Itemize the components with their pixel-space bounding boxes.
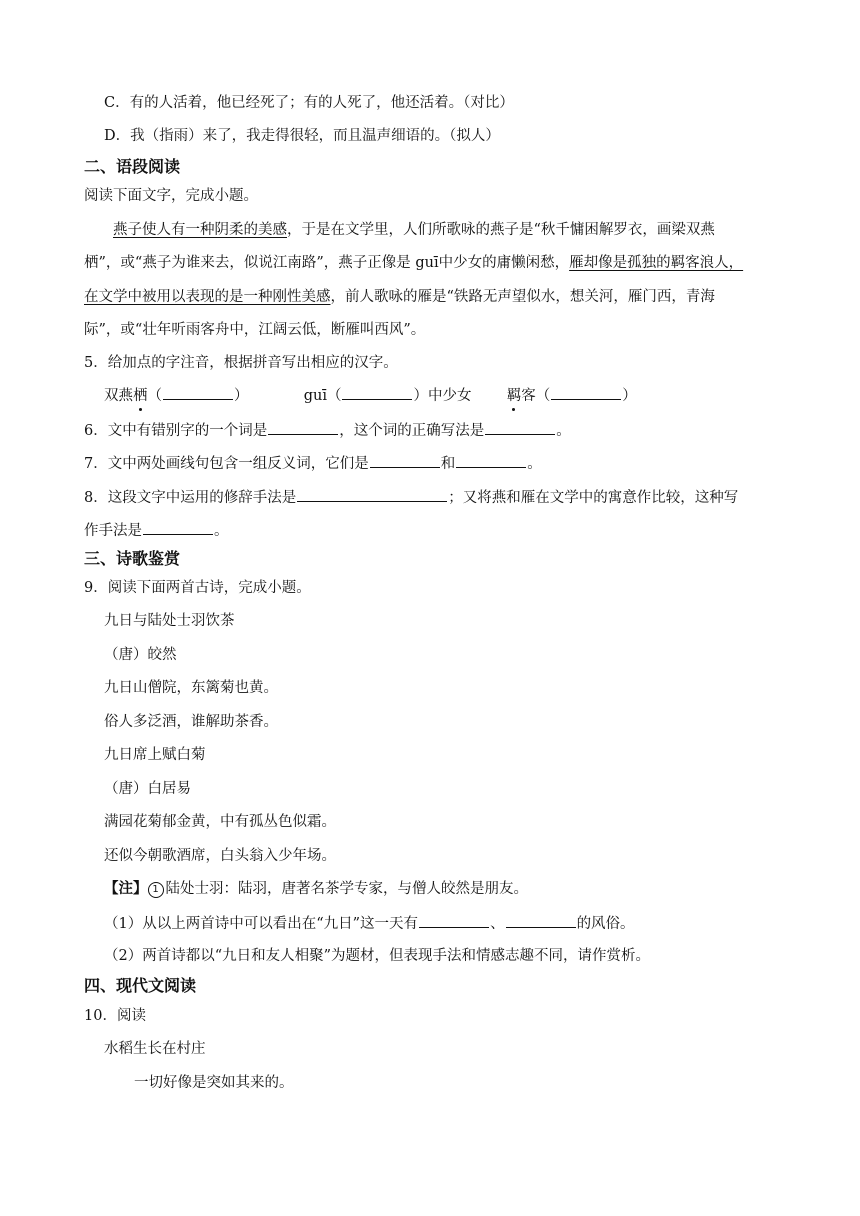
answer-blank[interactable] (551, 385, 621, 400)
note-text: 陆处士羽：陆羽，唐著名茶学专家，与僧人皎然是朋友。 (165, 881, 528, 897)
q5-text: ） (622, 388, 637, 404)
q7-text: 。 (527, 456, 542, 472)
passage-line-3 (84, 287, 784, 307)
answer-blank[interactable] (297, 487, 447, 502)
q7-text: 和 (440, 456, 456, 472)
answer-blank[interactable] (485, 420, 555, 435)
note-label: 【注】 (104, 880, 148, 897)
passage-line-4: 际”，或“壮年听雨客舟中，江阔云低，断雁叫西风”。 (84, 322, 426, 338)
option-c: C．有的人活着，他已经死了；有的人死了，他还活着。（对比） (104, 95, 514, 111)
underlined-sentence-1: 燕子使人有一种阴柔的美感 (113, 222, 287, 238)
option-d: D．我（指雨）来了，我走得很轻，而且温声细语的。（拟人） (104, 128, 500, 144)
sub1-text: （1）从以上两首诗中可以看出在“九日”这一天有 (104, 916, 419, 932)
sub1-text: 的风俗。 (576, 916, 635, 932)
answer-blank[interactable] (456, 453, 526, 468)
q6-text: 6．文中有错别字的一个词是 (84, 423, 268, 439)
answer-blank[interactable] (419, 913, 489, 928)
question-8 (84, 487, 784, 508)
sub-question-1 (104, 913, 804, 934)
question-5: 5．给加点的字注音，根据拼音写出相应的汉字。 (84, 355, 398, 371)
poem-note (104, 879, 804, 899)
q5-text: 客（ (521, 388, 551, 404)
q5-text: ）中少女 (413, 388, 472, 404)
q7-text: 7．文中两处画线句包含一组反义词，它们是 (84, 456, 369, 472)
q8-text: ；又将燕和雁在文学中的寓意作比较，这种写 (448, 490, 739, 506)
q8-text: 。 (214, 523, 229, 539)
poem2-line-2: 还似今朝歌酒席，白头翁入少年场。 (104, 848, 336, 864)
section-heading-4: 四、现代文阅读 (84, 976, 197, 995)
article-title: 水稻生长在村庄 (104, 1041, 206, 1057)
article-first-line: 一切好像是突如其来的。 (134, 1075, 294, 1091)
question-7 (84, 453, 784, 474)
poem2-author: （唐）白居易 (104, 781, 191, 797)
answer-blank[interactable] (506, 913, 576, 928)
sub-question-2: （2）两首诗都以“九日和友人相聚”为题材，但表现手法和情感志趣不同，请作赏析。 (104, 948, 651, 964)
section-heading-3: 三、诗歌鉴赏 (84, 549, 181, 568)
passage-text: ，前人歌咏的雁是“铁路无声望似水，想关河，雁门西，青海 (330, 289, 715, 305)
answer-blank[interactable] (342, 385, 412, 400)
underlined-sentence-2b: 在文学中被用以表现的是一种刚性美感 (84, 289, 331, 305)
poem1-title: 九日与陆处士羽饮茶 (104, 613, 235, 629)
poem1-author: （唐）皎然 (104, 647, 177, 663)
question-8-cont (84, 520, 784, 541)
dotted-character: 栖 (133, 388, 148, 404)
answer-blank[interactable] (143, 520, 213, 535)
poem1-line-1: 九日山僧院，东篱菊也黄。 (104, 680, 278, 696)
question-6 (84, 420, 784, 441)
poem2-line-1: 满园花菊郁金黄，中有孤丛色似霜。 (104, 814, 336, 830)
passage-line-1 (113, 220, 813, 240)
q5-text: 双燕 (104, 388, 133, 404)
poem2-title: 九日席上赋白菊 (104, 747, 206, 763)
sub1-text: 、 (490, 916, 505, 932)
section-heading-2: 二、语段阅读 (84, 157, 181, 176)
passage-line-2 (84, 253, 784, 273)
question-5-items (104, 385, 804, 406)
answer-blank[interactable] (163, 385, 233, 400)
passage-text: 栖”，或“燕子为谁来去，似说江南路”，燕子正像是 guī中少女的庸懒闲愁， (84, 255, 570, 271)
reading-instruction: 阅读下面文字，完成小题。 (84, 188, 258, 204)
passage-text: ，于是在文学里，人们所歌咏的燕子是“秋千慵困解罗衣，画梁双燕 (287, 222, 715, 238)
q5-text: ） (234, 388, 249, 404)
underlined-sentence-2a: 雁却像是孤独的羁客浪人， (569, 255, 744, 271)
q5-text: （ (147, 388, 162, 404)
q8-text: 8．这段文字中运用的修辞手法是 (84, 490, 297, 506)
q6-text: ，这个词的正确写法是 (339, 423, 485, 439)
q6-text: 。 (556, 423, 571, 439)
question-9: 9．阅读下面两首古诗，完成小题。 (84, 580, 311, 596)
answer-blank[interactable] (370, 453, 440, 468)
answer-blank[interactable] (268, 420, 338, 435)
question-10: 10．阅读 (84, 1008, 146, 1024)
circled-number-icon: 1 (148, 882, 164, 898)
dotted-character: 羁 (506, 388, 522, 404)
poem1-line-2: 俗人多泛酒，谁解助茶香。 (104, 714, 278, 730)
q5-text: guī（ (303, 388, 342, 404)
q8-text: 作手法是 (84, 523, 142, 539)
